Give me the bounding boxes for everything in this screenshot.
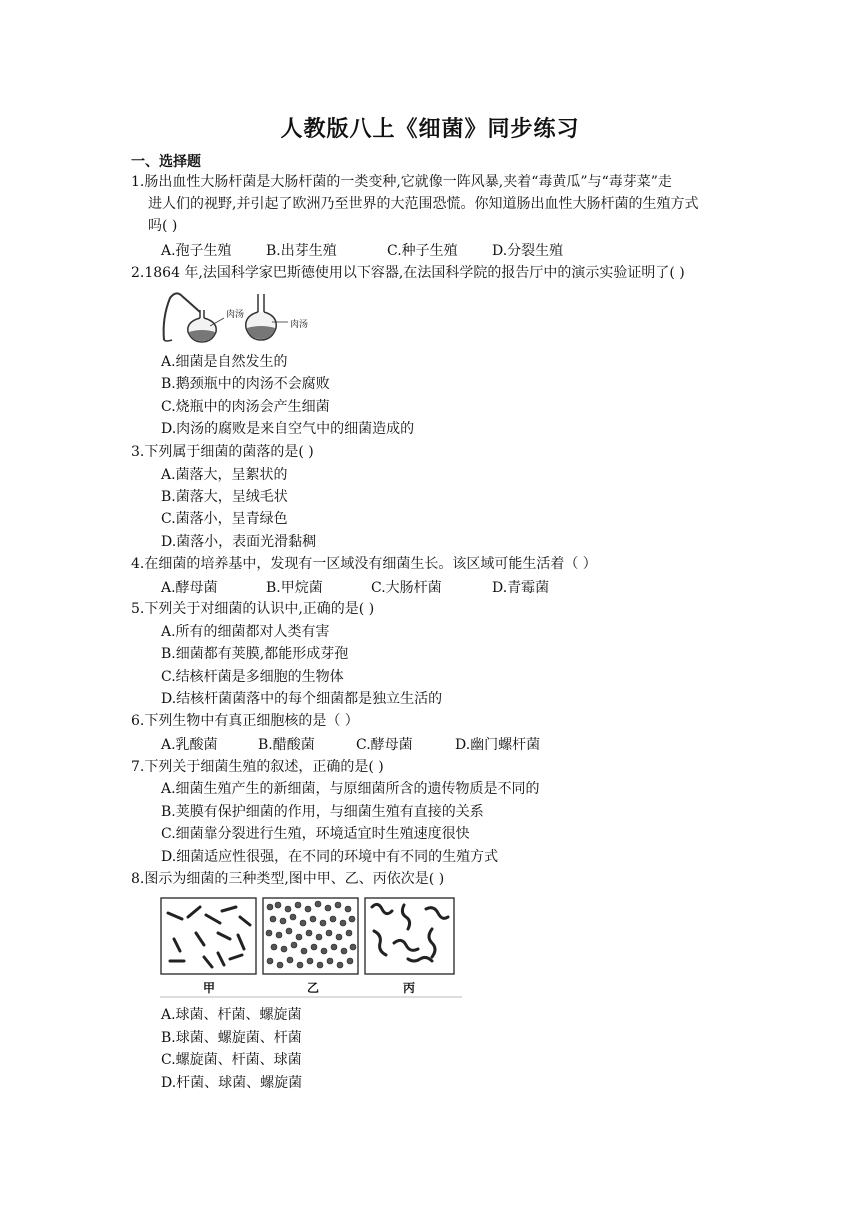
question-8-option-a: A.球菌、杆菌、螺旋菌 bbox=[161, 1007, 302, 1023]
option-a: A.孢子生殖 bbox=[161, 243, 232, 259]
option-c: C.大肠杆菌 bbox=[371, 580, 442, 596]
question-5-option-b: B.细菌都有荚膜,都能形成芽孢 bbox=[161, 646, 349, 662]
question-4-stem: 4.在细菌的培养基中，发现有一区域没有细菌生长。该区域可能生活着（ ） bbox=[131, 556, 597, 572]
question-3-option-c: C.菌落小，呈青绿色 bbox=[161, 511, 288, 527]
option-b: B.醋酸菌 bbox=[258, 737, 315, 753]
question-5-option-d: D.结核杆菌菌落中的每个细菌都是独立生活的 bbox=[161, 691, 443, 707]
option-d: D.青霉菌 bbox=[492, 580, 550, 596]
question-2-option-d: D.肉汤的腐败是来自空气中的细菌造成的 bbox=[161, 421, 415, 437]
question-7-option-a: A.细菌生殖产生的新细菌，与原细菌所含的遗传物质是不同的 bbox=[161, 781, 540, 797]
question-8-stem: 8.图示为细菌的三种类型,图中甲、乙、丙依次是( ) bbox=[131, 871, 445, 887]
panel-label-jia: 甲 bbox=[203, 981, 216, 995]
page-title: 人教版八上《细菌》同步练习 bbox=[280, 117, 580, 142]
option-c: C.酵母菌 bbox=[356, 737, 413, 753]
question-5-option-a: A.所有的细菌都对人类有害 bbox=[161, 624, 330, 640]
option-a: A.酵母菌 bbox=[161, 580, 218, 596]
question-5-option-c: C.结核杆菌是多细胞的生物体 bbox=[161, 669, 344, 685]
pasteur-flasks-figure bbox=[160, 288, 320, 344]
question-2-option-b: B.鹅颈瓶中的肉汤不会腐败 bbox=[161, 376, 330, 392]
question-3-option-a: A.菌落大，呈絮状的 bbox=[161, 467, 288, 483]
question-3-option-b: B.菌落大，呈绒毛状 bbox=[161, 489, 288, 505]
bacteria-types-figure bbox=[160, 895, 462, 999]
question-2-option-c: C.烧瓶中的肉汤会产生细菌 bbox=[161, 399, 330, 415]
question-1-line-1: 1.肠出血性大肠杆菌是大肠杆菌的一类变种,它就像一阵风暴,夹着“毒黄瓜”与“毒芽菜”走 bbox=[131, 174, 672, 190]
panel-label-bing: 丙 bbox=[403, 981, 416, 995]
panel-label-yi: 乙 bbox=[307, 981, 320, 995]
option-d: D.幽门螺杆菌 bbox=[455, 737, 541, 753]
question-6-stem: 6.下列生物中有真正细胞核的是（ ） bbox=[131, 713, 359, 729]
option-a: A.乳酸菌 bbox=[161, 737, 218, 753]
flask-label-1: 肉汤 bbox=[226, 310, 245, 320]
flask-label-2: 肉汤 bbox=[290, 320, 309, 330]
option-c: C.种子生殖 bbox=[387, 243, 458, 259]
question-1-line-3: 吗( ) bbox=[148, 218, 178, 234]
swan-neck-tube bbox=[164, 293, 182, 340]
question-5-stem: 5.下列关于对细菌的认识中,正确的是( ) bbox=[131, 601, 375, 617]
question-7-option-c: C.细菌靠分裂进行生殖，环境适宜时生殖速度很快 bbox=[161, 826, 470, 842]
question-7-stem: 7.下列关于细菌生殖的叙述，正确的是( ) bbox=[131, 759, 384, 775]
question-8-option-c: C.螺旋菌、杆菌、球菌 bbox=[161, 1052, 302, 1068]
option-b: B.甲烷菌 bbox=[266, 580, 323, 596]
question-1-line-2: 进人们的视野,并引起了欧洲乃至世界的大范围恐慌。你知道肠出血性大肠杆菌的生殖方式 bbox=[148, 196, 699, 212]
option-d: D.分裂生殖 bbox=[492, 243, 564, 259]
question-2-stem: 2.1864 年,法国科学家巴斯德使用以下容器,在法国科学院的报告厅中的演示实验证明了( ) bbox=[131, 265, 685, 281]
option-b: B.出芽生殖 bbox=[266, 243, 337, 259]
question-7-option-b: B.荚膜有保护细菌的作用，与细菌生殖有直接的关系 bbox=[161, 804, 484, 820]
question-2-option-a: A.细菌是自然发生的 bbox=[161, 354, 288, 370]
question-8-option-d: D.杆菌、球菌、螺旋菌 bbox=[161, 1075, 303, 1091]
question-8-option-b: B.球菌、螺旋菌、杆菌 bbox=[161, 1030, 302, 1046]
question-3-option-d: D.菌落小，表面光滑黏稠 bbox=[161, 534, 317, 550]
question-7-option-d: D.细菌适应性很强，在不同的环境中有不同的生殖方式 bbox=[161, 849, 499, 865]
section-heading: 一、选择题 bbox=[131, 154, 201, 170]
question-3-stem: 3.下列属于细菌的菌落的是( ) bbox=[131, 444, 314, 460]
